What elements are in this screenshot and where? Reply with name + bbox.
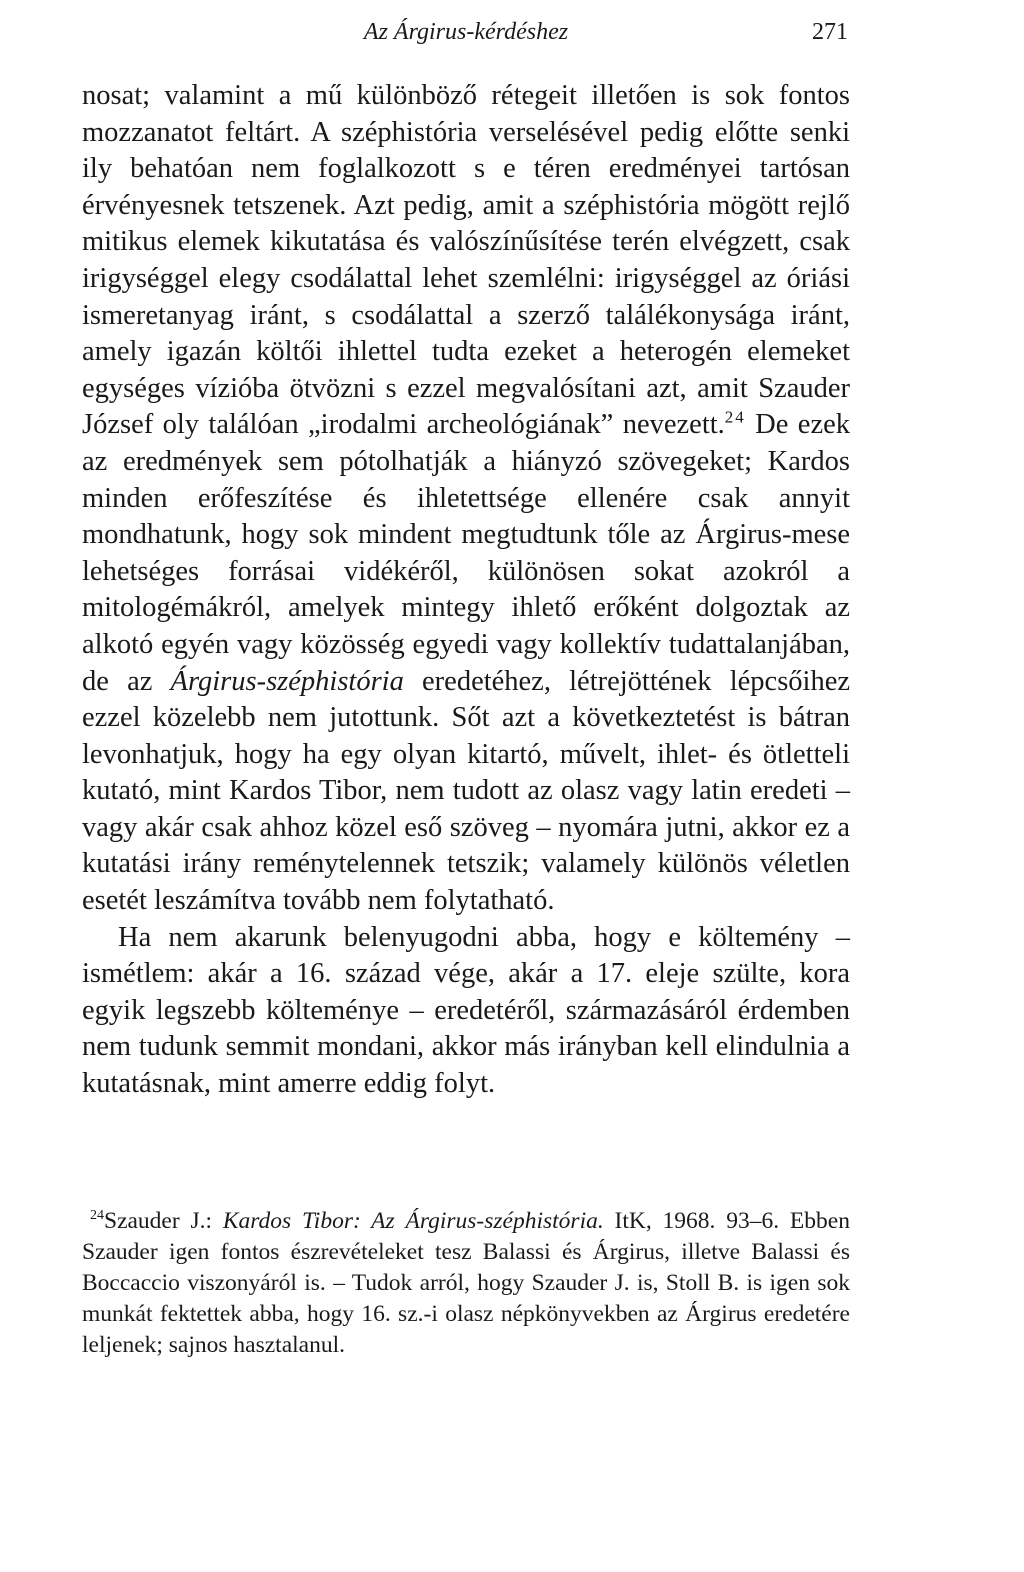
body-text bbox=[82, 78, 850, 1103]
running-head bbox=[82, 14, 850, 50]
paragraph-1-italic-title: Árgirus-széphistória bbox=[170, 665, 404, 697]
footnote-rest: ItK, 1968. 93–6. Ebben Szauder igen fontos észrevételeket tesz Balassi és Árgirus, illetve Balassi és Boccaccio viszonyáról is. – Tudok arról, hogy Szauder J. is, Stoll B. is igen sok munkát fektettek abba, hogy 16. sz.-i olasz népkönyvekben az Árgirus eredetére leljenek; sajnos hasztalanul. bbox=[82, 1208, 850, 1358]
footnotes bbox=[82, 1206, 850, 1361]
paragraph-1 bbox=[82, 78, 850, 920]
paragraph-2: Ha nem akarunk belenyugodni abba, hogy e költemény – ismétlem: akár a 16. század vége, akár a 17. eleje szülte, kora egyik legszebb költeménye – eredetéről, származásáról érdemben nem tudunk semmit mondani, akkor más irányban kell elindulnia a kutatásnak, mint amerre eddig folyt. bbox=[82, 921, 850, 1100]
page-number: 271 bbox=[812, 19, 848, 45]
paragraph-1-text-b: De ezek az eredmények sem pótolhatják a hiányzó szövegeket; Kardos minden erőfeszítése és ihletettsége ellenére csak annyit mondhatunk, hogy sok mindent megtudtunk tőle az Árgirus-mese lehetséges forrásai vidékéről, különösen sokat azokról a mitologémákról, amelyek mintegy ihlető erőként dolgoztak az alkotó egyén vagy közösség egyedi vagy kollektív tudattalanjában, de az bbox=[82, 409, 851, 697]
paragraph-1-text-a: nosat; valamint a mű különböző rétegeit illetően is sok fontos mozzanatot feltárt. A széphistória verselésével pedig előtte senki ily behatóan nem foglalkozott s e téren eredményei tartósan érvényesnek tetszenek. Azt pedig, amit a széphistória mögött rejlő mitikus elemek kikutatása és valószínűsítése terén elvégzett, csak irigységgel elegy csodálattal lehet szemlélni: irigységgel az óriási ismeretanyag iránt, s csodálattal a szerző találékonysága iránt, amely igazán költői ihlettel tudta ezeket a heterogén elemeket egységes vízióba ötvözni s ezzel megvalósítani azt, amit Szauder József oly találóan „irodalmi archeológiának” nevezett. bbox=[82, 80, 850, 441]
paragraph-1-text-c: eredetéhez, létrejöttének lépcsőihez ezzel közelebb nem jutottunk. Sőt azt a következtetést is bátran levonhatjuk, hogy ha egy olyan kitartó, művelt, ihlet- és ötletteli kutató, mint Kardos Tibor, nem tudott az olasz vagy latin eredeti – vagy akár csak ahhoz közel eső szöveg – nyomára jutni, akkor ez a kutatási irány reménytelennek tetszik; valamely különös véletlen esetét leszámítva tovább nem folytatható. bbox=[82, 665, 851, 917]
footnote-title: Kardos Tibor: Az Árgirus-széphistória. bbox=[222, 1208, 604, 1234]
footnote-mark: 24 bbox=[90, 1208, 104, 1224]
footnote-author: Szauder J.: bbox=[104, 1208, 223, 1234]
book-page bbox=[82, 0, 850, 1572]
footnote-reference: 24 bbox=[724, 407, 746, 427]
footnote-24 bbox=[82, 1206, 850, 1361]
running-title: Az Árgirus-kérdéshez bbox=[363, 19, 569, 45]
